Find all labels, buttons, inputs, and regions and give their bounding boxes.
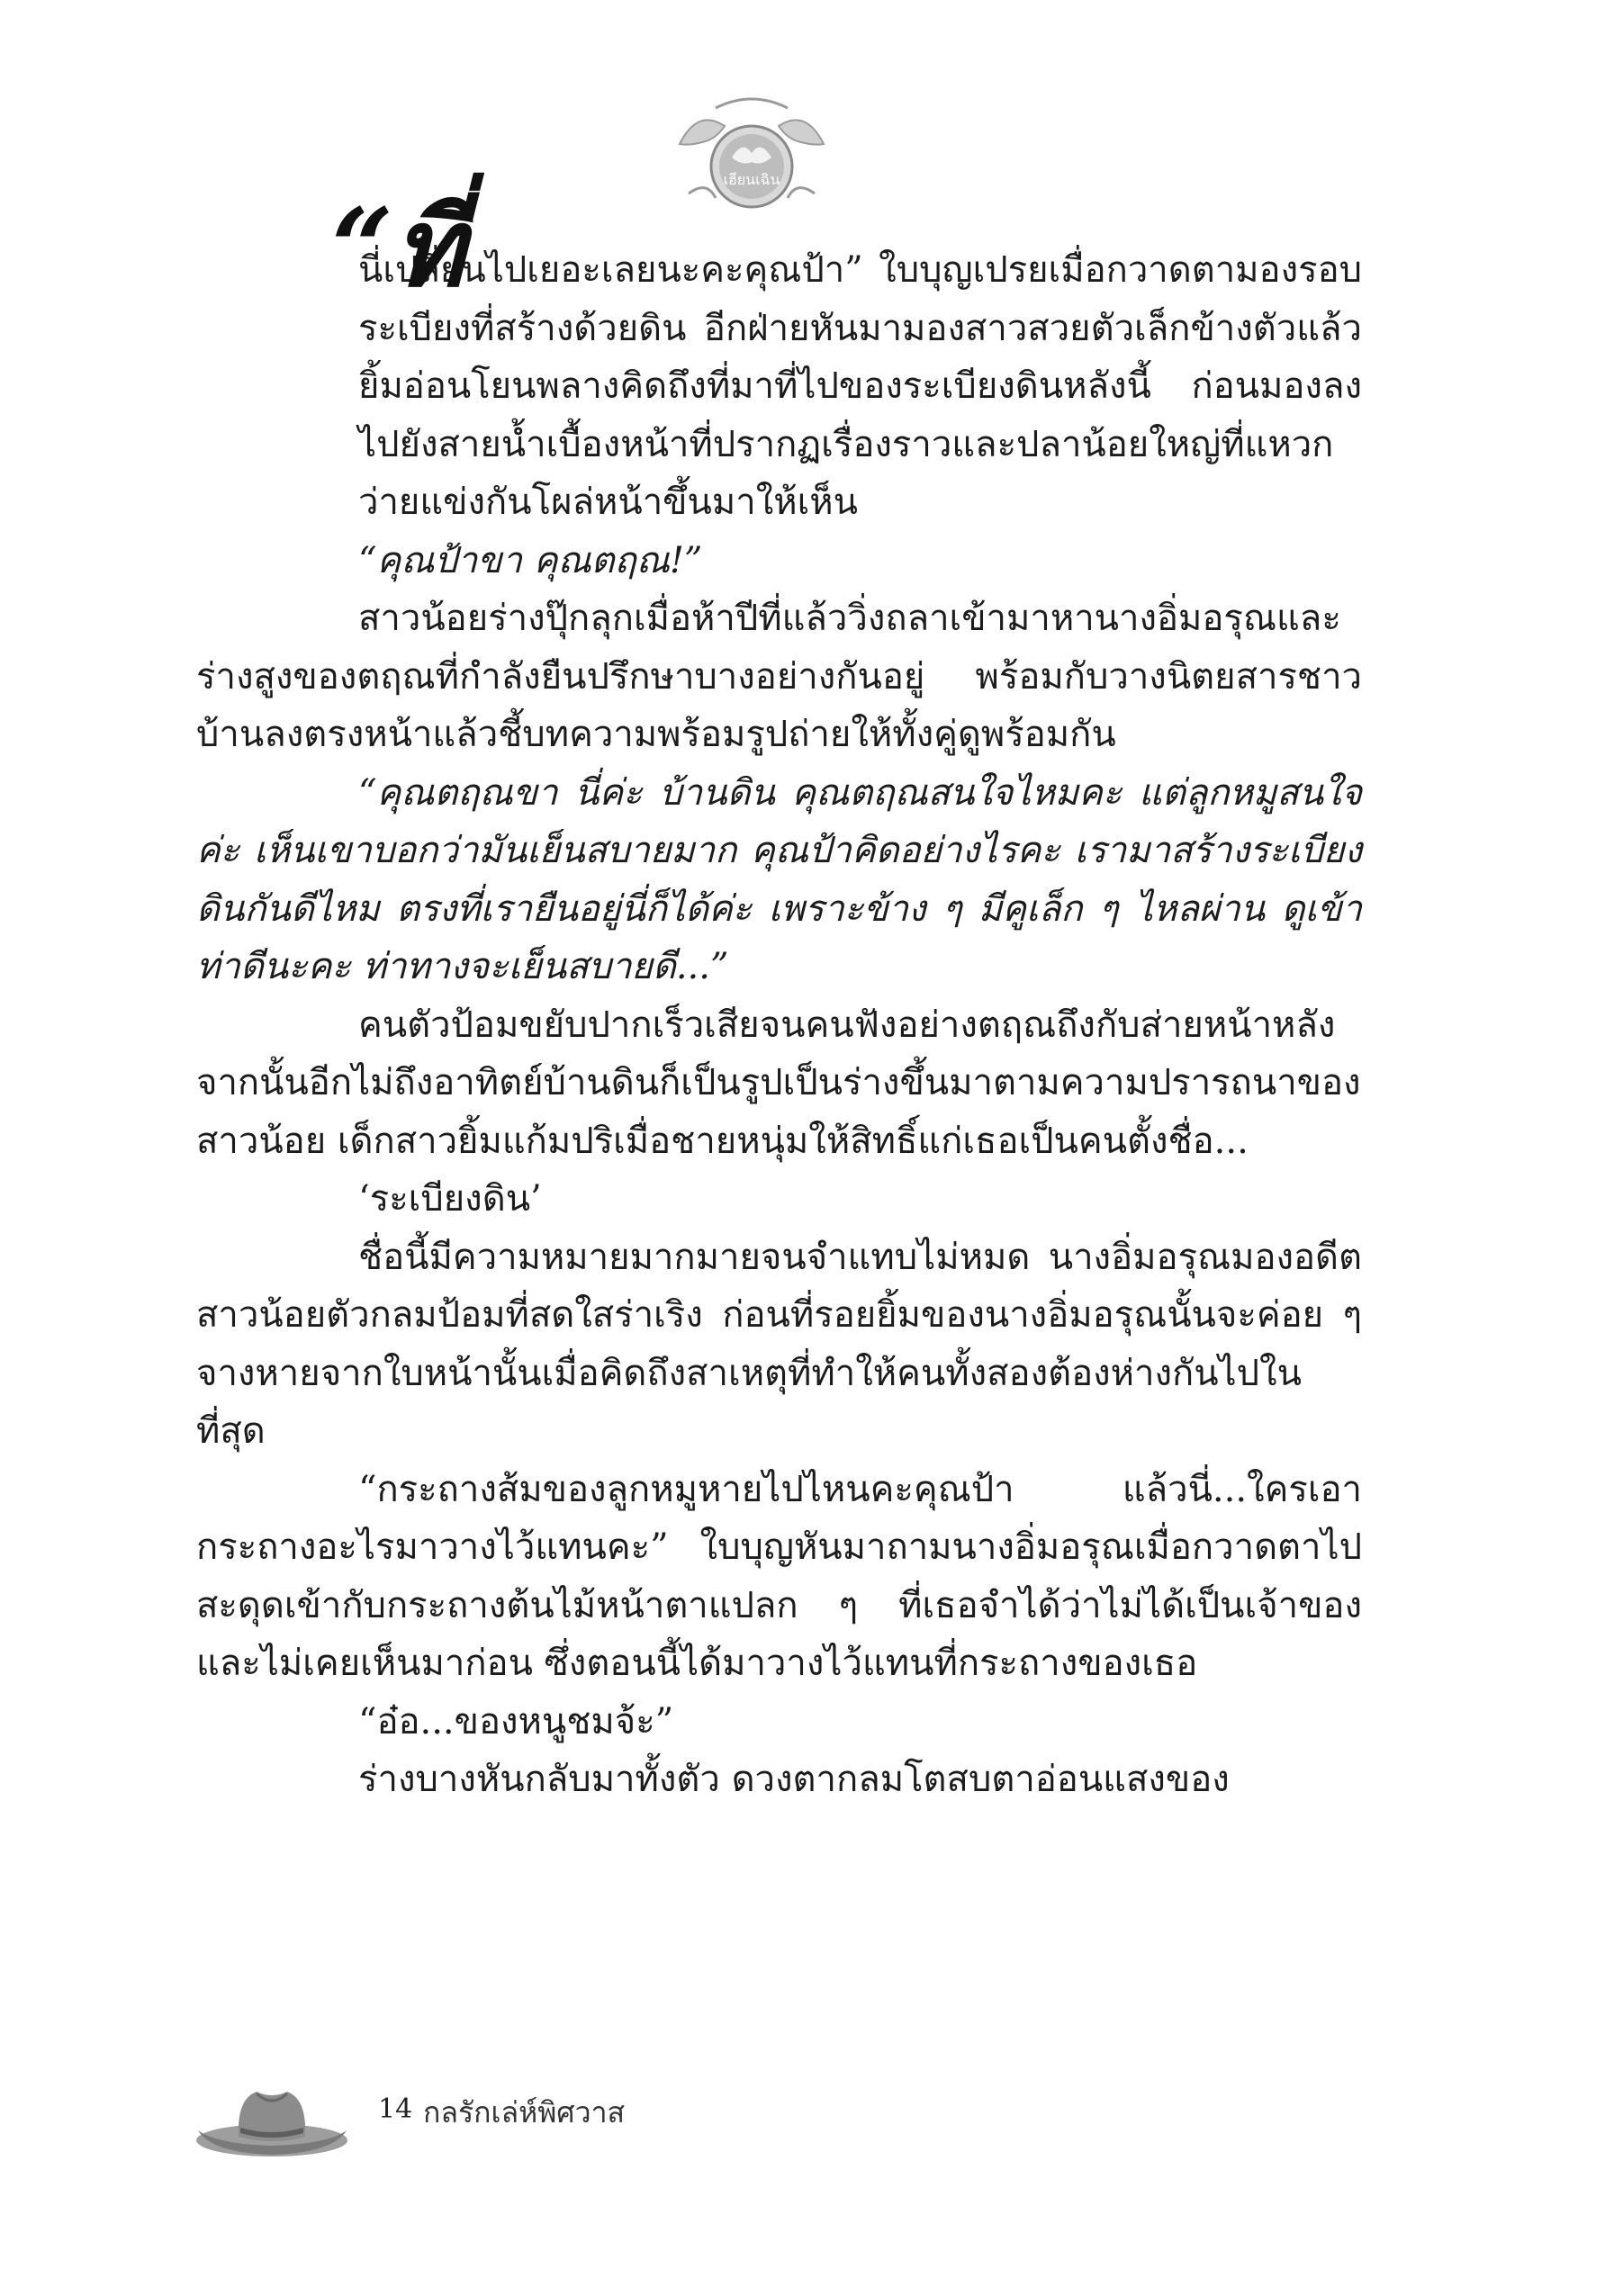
- running-title: กลรักเล่ห์พิศวาส: [423, 2095, 626, 2129]
- paragraph: ร่างบางหันกลับมาทั้งตัว ดวงตากลมโตสบตาอ่อนแสงของ: [358, 1759, 1230, 1800]
- paragraph: สาวน้อยร่างปุ๊กลุกเมื่อห้าปีที่แล้ววิ่งถลาเข้ามาหานางอิ่มอรุณและร่างสูงของตฤณที่กำลังยืนปรึกษาบางอย่างกันอยู่ พร้อมกับวางนิตยสารชาวบ้านลงตรงหน้าแล้วชี้บทความพร้อมรูปถ่ายให้ทั้งคู่ดูพร้อมกัน: [196, 598, 1362, 755]
- paragraph-opening: [196, 185, 1362, 532]
- paragraph: ชื่อนี้มีความหมายมากมายจนจำแทบไม่หมด นางอิ่มอรุณมองอดีตสาวน้อยตัวกลมป้อมที่สดใสร่าเริง ก่อนที่รอยยิ้มของนางอิ่มอรุณนั้นจะค่อย ๆ จางหายจากใบหน้านั้นเมื่อคิดถึงสาเหตุที่ทำให้คนทั้งสองต้องห่างกันไปในที่สุด: [196, 1236, 1362, 1452]
- paragraph: คนตัวป้อมขยับปากเร็วเสียจนคนฟังอย่างตฤณถึงกับส่ายหน้าหลังจากนั้นอีกไม่ถึงอาทิตย์บ้านดินก็เป็นรูปเป็นร่างขึ้นมาตามความปรารถนาของสาวน้อย เด็กสาวยิ้มแก้มปริเมื่อชายหนุ่มให้สิทธิ์แก่เธอเป็นคนตั้งชื่อ...: [196, 1004, 1361, 1162]
- paragraph-dialogue: “คุณตฤณขา นี่ค่ะ บ้านดิน คุณตฤณสนใจไหมคะ แต่ลูกหมูสนใจค่ะ เห็นเขาบอกว่ามันเย็นสบายมาก คุณป้าคิดอย่างไรคะ เรามาสร้างระเบียงดินกันดีไหม ตรงที่เรายืนอยู่นี่ก็ได้ค่ะ เพราะข้าง ๆ มีคูเล็ก ๆ ไหลผ่าน ดูเข้าท่าดีนะคะ ท่าทางจะเย็นสบายดี...”: [196, 771, 1362, 987]
- paragraph-dialogue: “อ๋อ...ของหนูชมจ้ะ”: [358, 1700, 674, 1742]
- cowboy-hat-icon: [194, 2081, 351, 2162]
- page-number: 14: [378, 2093, 413, 2125]
- paragraph-dialogue: “กระถางส้มของลูกหมูหายไปไหนคะคุณป้า แล้วนี่...ใครเอากระถางอะไรมาวางไว้แทนคะ” ใบบุญหันมาถามนางอิ่มอรุณเมื่อกวาดตาไปสะดุดเข้ากับกระถางต้นไม้หน้าตาแปลก ๆ ที่เธอจำได้ว่าไม่ได้เป็นเจ้าของและไม่เคยเห็นมาก่อน ซึ่งตอนนี้ได้มาวางไว้แทนที่กระถางของเธอ: [196, 1468, 1362, 1684]
- publisher-logo-text: เฮียนเฉิน: [723, 171, 780, 188]
- paragraph-title-quote: ‘ระเบียงดิน’: [358, 1178, 542, 1220]
- paragraph-dialogue: “คุณป้าขา คุณตฤณ!”: [358, 539, 703, 581]
- paragraph-text: นี่เปลี่ยนไปเยอะเลยนะคะคุณป้า” ใบบุญเปรยเมื่อกวาดตามองรอบระเบียงที่สร้างด้วยดิน อีกฝ่ายหันมามองสาวสวยตัวเล็กข้างตัวแล้วยิ้มอ่อนโยนพลางคิดถึงที่มาที่ไปของระเบียงดินหลังนี้ ก่อนมองลงไปยังสายน้ำเบื้องหน้าที่ปรากฏเรื่องราวและปลาน้อยใหญ่ที่แหวกว่ายแข่งกันโผล่หน้าขึ้นมาให้เห็น: [358, 249, 1362, 523]
- chapter-body: [196, 185, 1362, 1809]
- drop-cap: “ที่: [331, 185, 465, 311]
- publisher-logo: [662, 90, 842, 225]
